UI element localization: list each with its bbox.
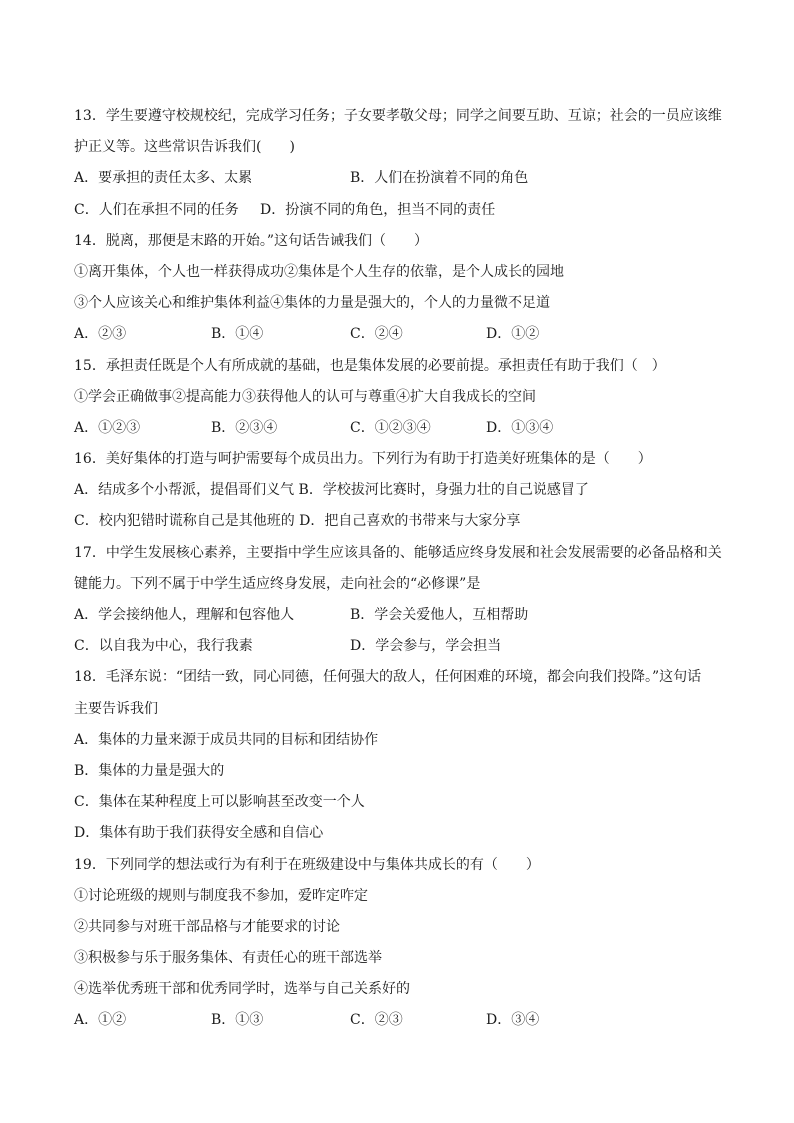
question-18-option-c: C．集体在某种程度上可以影响甚至改变一个人	[74, 794, 365, 811]
question-18-option-b: B．集体的力量是强大的	[74, 762, 225, 779]
question-17-options-row-1	[74, 600, 724, 631]
question-19-options	[74, 1005, 724, 1036]
question-15-statement-1: ①学会正确做事②提高能力③获得他人的认可与尊重④扩大自我成长的空间	[74, 388, 536, 405]
question-13-option-a: A．要承担的责任太多、太累	[74, 170, 253, 187]
question-14-statement-2: ③个人应该关心和维护集体利益④集体的力量是强大的，个人的力量微不足道	[74, 295, 550, 312]
question-19-stem: 19．下列同学的想法或行为有利于在班级建设中与集体共成长的有（ ）	[74, 856, 540, 873]
question-17-stem-line-1: 17．中学生发展核心素养，主要指中学生应该具备的、能够适应终身发展和社会发展需要的必备品格和关	[74, 544, 722, 561]
question-17-option-a: A．学会接纳他人，理解和包容他人	[74, 607, 295, 623]
question-13-option-d: D．扮演不同的角色，担当不同的责任	[260, 201, 496, 218]
question-16-options-line-1: A．结成多个小帮派，提倡哥们义气 B．学校拔河比赛时，身强力壮的自己说感冒了	[74, 482, 589, 499]
question-18	[74, 662, 724, 849]
question-19	[74, 850, 724, 1037]
question-15-option-a: A．①②③	[74, 419, 141, 436]
question-17-option-d: D．学会参与，学会担当	[350, 638, 502, 655]
question-list	[74, 101, 724, 1037]
question-19-statement-2: ②共同参与对班干部品格与才能要求的讨论	[74, 918, 340, 935]
question-19-statement-4: ④选举优秀班干部和优秀同学时，选举与自己关系好的	[74, 981, 410, 998]
question-14	[74, 226, 724, 351]
question-14-option-c: C．②④	[350, 326, 403, 343]
question-17	[74, 538, 724, 663]
question-14-option-d: D．①②	[486, 326, 540, 343]
question-17-option-b: B．学会关爱他人，互相帮助	[350, 607, 529, 623]
question-18-option-a: A．集体的力量来源于成员共同的目标和团结协作	[74, 731, 379, 748]
question-15-option-d: D．①③④	[486, 419, 554, 436]
question-15-option-c: C．①②③④	[350, 419, 431, 436]
question-19-option-b: B．①③	[211, 1012, 264, 1029]
question-14-option-b: B．①④	[211, 326, 264, 343]
question-17-stem-line-2: 键能力。下列不属于中学生适应终身发展，走向社会的“必修课”是	[74, 575, 481, 592]
question-15-stem: 15．承担责任既是个人有所成就的基础，也是集体发展的必要前提。承担责任有助于我们（ ）	[74, 357, 666, 374]
question-16-stem: 16．美好集体的打造与呵护需要每个成员出力。下列行为有助于打造美好班集体的是（ ）	[74, 451, 652, 468]
question-15	[74, 351, 724, 445]
question-17-option-c: C．以自我为中心，我行我素	[74, 638, 253, 655]
question-19-statement-1: ①讨论班级的规则与制度我不参加，爱昨定咋定	[74, 887, 368, 904]
question-18-stem-line-1: 18．毛泽东说：“团结一致，同心同德，任何强大的敌人，任何困难的环境，都会向我们投降。”这句话	[74, 669, 702, 686]
question-13-stem-line-2: 护正义等。这些常识告诉我们( )	[74, 139, 295, 156]
question-19-option-d: D．③④	[486, 1012, 540, 1029]
question-14-option-a: A．②③	[74, 326, 127, 343]
question-18-option-d: D．集体有助于我们获得安全感和自信心	[74, 825, 324, 842]
question-17-options-row-2	[74, 631, 724, 662]
question-14-options	[74, 319, 724, 350]
question-14-statement-1: ①离开集体，个人也一样获得成功②集体是个人生存的依靠，是个人成长的园地	[74, 263, 564, 280]
question-19-option-c: C．②③	[350, 1012, 403, 1029]
question-13	[74, 101, 724, 226]
question-15-options	[74, 413, 724, 444]
question-13-option-b: B．人们在扮演着不同的角色	[350, 170, 529, 187]
question-16-options-line-2: C．校内犯错时谎称自己是其他班的 D．把自己喜欢的书带来与大家分享	[74, 513, 521, 530]
question-19-statement-3: ③积极参与乐于服务集体、有责任心的班干部选举	[74, 950, 382, 967]
question-13-options-row-1	[74, 163, 724, 194]
question-16	[74, 444, 724, 538]
question-13-option-c: C．人们在承担不同的任务	[74, 201, 239, 218]
question-13-stem-line-1: 13．学生要遵守校规校纪，完成学习任务；子女要孝敬父母；同学之间要互助、互谅；社会的一员应该维	[74, 108, 722, 124]
question-18-stem-line-2: 主要告诉我们	[74, 700, 158, 717]
question-15-option-b: B．②③④	[211, 419, 278, 436]
question-19-option-a: A．①②	[74, 1012, 127, 1029]
question-13-options-row-2	[74, 195, 724, 226]
question-14-stem: 14．脱离，那便是末路的开始。”这句话告诫我们（ ）	[74, 232, 428, 249]
